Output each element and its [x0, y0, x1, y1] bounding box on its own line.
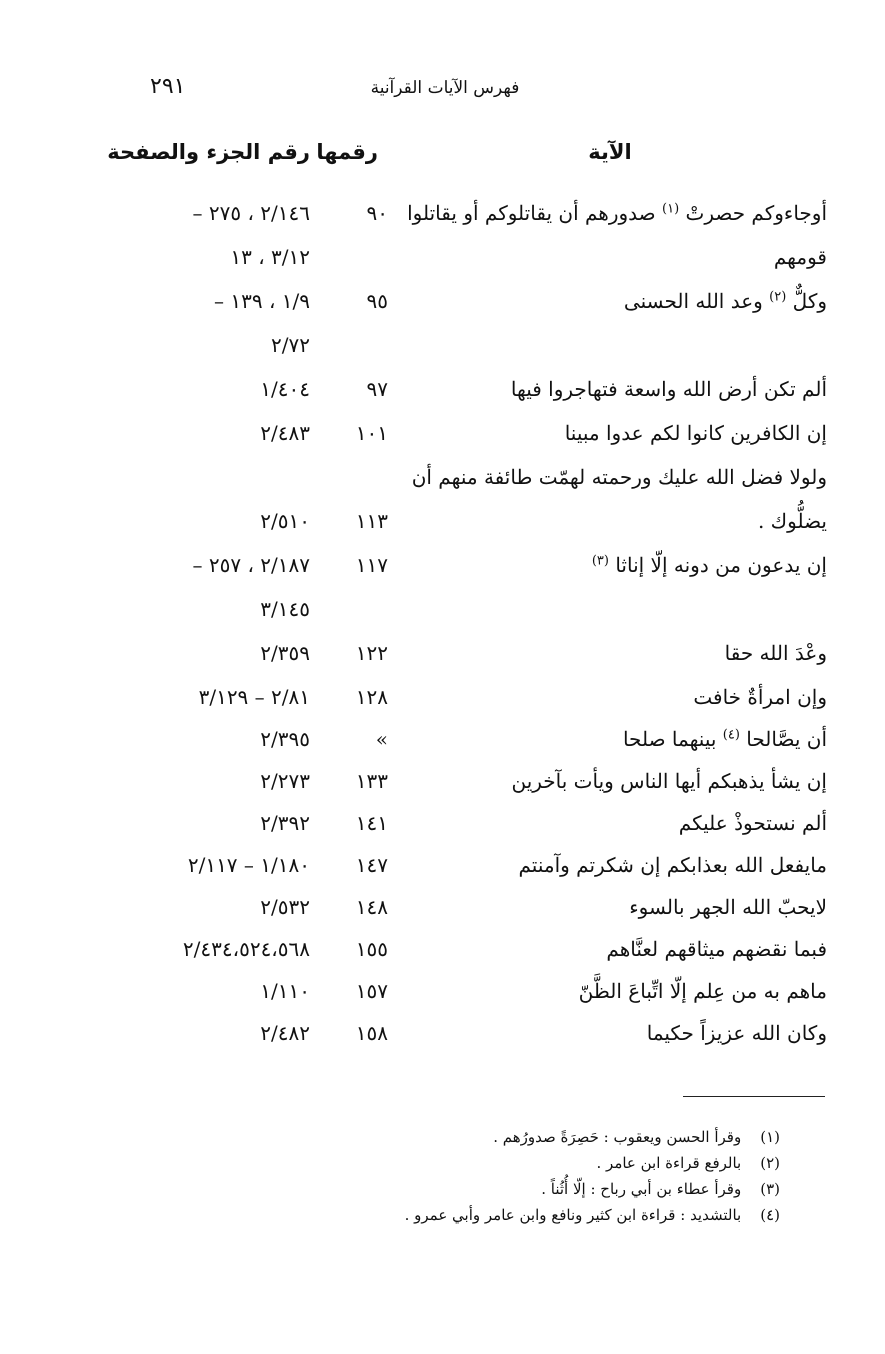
verse-number: ١٤١ [355, 811, 388, 835]
footnote-separator [683, 1096, 825, 1097]
volume-page-reference: ٢/٣٩٢ [260, 811, 310, 835]
verse-part: إن يدعون من دونه إلّا إناثا [615, 553, 827, 577]
table-row [0, 368, 885, 410]
verse-text [387, 760, 827, 802]
volume-page-reference: ٢/٢٧٣ [260, 769, 310, 793]
verse-part: أوجاءوكم حصرتْ [685, 201, 827, 225]
table-row [0, 844, 885, 886]
volume-page-reference: ٢/٨١ – ٣/١٢٩ [198, 685, 310, 709]
volume-page-reference: ٢/٧٢ [271, 333, 310, 357]
verse-text [387, 456, 827, 498]
verse-text [387, 544, 827, 586]
table-row [0, 970, 885, 1012]
footnote-number: (٢) [760, 1154, 780, 1172]
verse-part: ماهم به من عِلم إلّا اتِّباعَ الظَّنّ [578, 979, 827, 1003]
footnote [260, 1150, 780, 1176]
table-row [0, 324, 885, 366]
footnote-marker: (٣) [591, 553, 609, 569]
verse-number: ٩٧ [366, 377, 388, 401]
table-row [0, 802, 885, 844]
volume-page-reference: ١/١٨٠ – ٢/١١٧ [187, 853, 310, 877]
table-row [0, 928, 885, 970]
verse-number: ١٢٨ [355, 685, 388, 709]
footnote-text: بالرفع قراءة ابن عامر . [596, 1154, 742, 1172]
table-row [0, 1012, 885, 1054]
header-number: رقمها [316, 140, 378, 164]
volume-page-reference: ١/١١٠ [260, 979, 310, 1003]
footnote-text: وقرأ عطاء بن أبي رباح : إلّا أُثُناً . [541, 1180, 742, 1198]
verse-number: » [375, 727, 388, 751]
volume-page-reference: ٢/٣٩٥ [260, 727, 310, 751]
verse-number: ١٤٧ [355, 853, 388, 877]
volume-page-reference: ٢/٥١٠ [260, 509, 310, 533]
table-row [0, 886, 885, 928]
verse-number: ٩٥ [366, 289, 388, 313]
verse-part: قومهم [773, 245, 827, 269]
verse-text [387, 844, 827, 886]
verse-text [387, 676, 827, 718]
verse-part: لايحبّ الله الجهر بالسوء [629, 895, 827, 919]
verse-part-continued: بينهما صلحا [622, 727, 717, 751]
verse-part-continued: صدورهم أن يقاتلوكم أو يقاتلوا [407, 201, 656, 225]
verse-part: يضلُّوك . [757, 509, 827, 533]
verse-number: ١٤٨ [355, 895, 388, 919]
footnote [260, 1202, 780, 1228]
verse-text [387, 1012, 827, 1054]
verse-text [387, 236, 827, 278]
volume-page-reference: ٢/١٨٧ ، ٢٥٧ – [192, 553, 310, 577]
volume-page-reference: ٢/٤٨٣ [260, 421, 310, 445]
header-reference: رقم الجزء والصفحة [107, 140, 310, 164]
verse-text [387, 632, 827, 674]
volume-page-reference: ١/٤٠٤ [260, 377, 310, 401]
footnote-text: بالتشديد : قراءة ابن كثير ونافع وابن عامر وأبي عمرو . [404, 1206, 742, 1224]
volume-page-reference: ٢/٥٣٢ [260, 895, 310, 919]
verse-part: ولولا فضل الله عليك ورحمته لهمّت طائفة منهم أن [411, 465, 827, 489]
verse-number: ١١٧ [355, 553, 388, 577]
header-verse: الآية [588, 140, 632, 164]
verse-text [387, 802, 827, 844]
verse-number: ١٣٣ [355, 769, 388, 793]
footnote [260, 1176, 780, 1202]
verse-text [387, 718, 827, 760]
verse-part: إن يشأ يذهبكم أيها الناس ويأت بآخرين [511, 769, 827, 793]
volume-page-reference: ٢/٣٥٩ [260, 641, 310, 665]
footnote-marker: (٢) [769, 289, 787, 305]
table-row [0, 500, 885, 542]
footnote-number: (١) [760, 1128, 780, 1146]
verse-text [387, 886, 827, 928]
footnote-text: وقرأ الحسن ويعقوب : حَصِرَةً صدورُهم . [493, 1128, 742, 1146]
volume-page-reference: ٣/١٤٥ [260, 597, 310, 621]
table-row [0, 456, 885, 498]
volume-page-reference: ٣/١٢ ، ١٣ [230, 245, 310, 269]
verse-part-continued: وعد الله الحسنى [623, 289, 763, 313]
verse-part: مايفعل الله بعذابكم إن شكرتم وآمنتم [518, 853, 827, 877]
running-title: فهرس الآيات القرآنية [370, 78, 520, 98]
table-row [0, 760, 885, 802]
footnote [260, 1124, 780, 1150]
volume-page-reference: ١/٩ ، ١٣٩ – [214, 289, 310, 313]
verse-part: وكلٌّ [792, 289, 827, 313]
verse-number: ١٠١ [355, 421, 388, 445]
table-row [0, 632, 885, 674]
footnote-marker: (١) [662, 201, 680, 217]
verse-text [387, 368, 827, 410]
verse-text [387, 192, 827, 234]
verse-text [387, 280, 827, 322]
verse-part: وكان الله عزيزاً حكيما [646, 1021, 827, 1045]
volume-page-reference: ٢/١٤٦ ، ٢٧٥ – [192, 201, 310, 225]
table-row [0, 236, 885, 278]
verse-text [387, 412, 827, 454]
page-number: ٢٩١ [150, 74, 186, 99]
verse-text [387, 970, 827, 1012]
table-row [0, 544, 885, 586]
table-row [0, 676, 885, 718]
table-row [0, 412, 885, 454]
verse-number: ٩٠ [366, 201, 388, 225]
footnote-number: (٣) [760, 1180, 780, 1198]
verse-number: ١٢٢ [355, 641, 388, 665]
verse-text [387, 500, 827, 542]
footnote-number: (٤) [760, 1206, 780, 1224]
verse-number: ١٥٥ [355, 937, 388, 961]
table-row [0, 718, 885, 760]
table-row [0, 192, 885, 234]
verse-number: ١٥٧ [355, 979, 388, 1003]
verse-number: ١١٣ [355, 509, 388, 533]
verse-part: ألم نستحوذْ عليكم [678, 811, 827, 835]
verse-text [387, 928, 827, 970]
footnote-marker: (٤) [722, 727, 740, 743]
volume-page-reference: ٢/٤٨٢ [260, 1021, 310, 1045]
verse-part: أن يصَّالحا [746, 727, 827, 751]
verse-part: فبما نقضهم ميثاقهم لعنَّاهم [606, 937, 827, 961]
verse-number: ١٥٨ [355, 1021, 388, 1045]
verse-part: وعْدَ الله حقا [724, 641, 827, 665]
verse-part: وإن امرأةٌ خافت [693, 685, 827, 709]
verse-part: إن الكافرين كانوا لكم عدوا مبينا [564, 421, 827, 445]
table-row [0, 588, 885, 630]
verse-part: ألم تكن أرض الله واسعة فتهاجروا فيها [510, 377, 827, 401]
table-row [0, 280, 885, 322]
volume-page-reference: ٢/٤٣٤،٥٢٤،٥٦٨ [182, 937, 310, 961]
